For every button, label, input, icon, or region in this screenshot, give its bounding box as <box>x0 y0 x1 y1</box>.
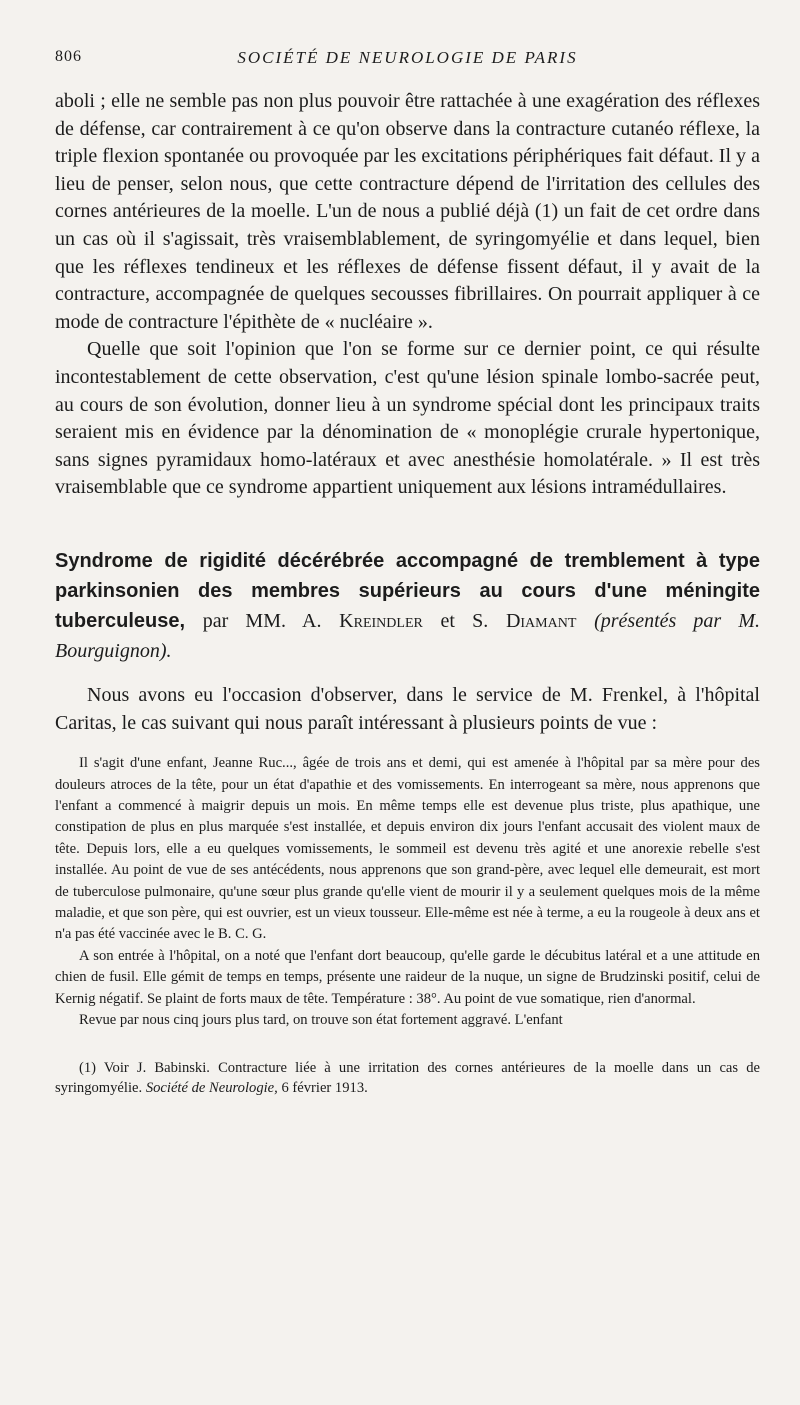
presented-by: (présentés par M. Bourguignon). <box>55 609 761 662</box>
article-title: Syndrome de rigidité décérébrée accompagné de tremblement à type parkinsonien des membres supérieurs au cours d'une méningite tuberculeuse, <box>55 549 760 632</box>
running-head <box>55 48 760 72</box>
case-admission: A son entrée à l'hôpital, on a noté que l'enfant dort beaucoup, qu'elle garde le décubitus latéral et a une attitude en chien de fusil. Elle gémit de temps en temps, présente une raideur de la nuque, un signe de Brudzinski positif, celui de Kernig négatif. Se plaint de forts maux de tête. Température : 38°. Au point de vue somatique, rien d'anormal. <box>55 947 760 1007</box>
footnote-date: 6 février 1913. <box>281 1079 368 1096</box>
author-diamant: Diamant <box>505 609 577 632</box>
journal-title: SOCIÉTÉ DE NEUROLOGIE DE PARIS <box>237 48 578 67</box>
footnote <box>55 1059 760 1098</box>
paragraph-continued: aboli ; elle ne semble pas non plus pouvoir être rattachée à une exagération des réflexes de défense, car contrairement à ce qu'on observe dans la contracture cutanéo réflexe, la triple flexion spontanée ou provoquée par les excitations périphériques fait défaut. Il y a lieu de penser, selon nous, que cette contracture dépend de l'irritation des cellules des cornes antérieures de la moelle. L'un de nous a publié déjà (1) un fait de cet ordre dans un cas où il s'agissait, très vraisemblablement, de syringomyélie et dans lequel, bien que les réflexes tendineux et les réflexes de défense fissent défaut, il y avait de la contracture, accompagnée de quelques secousses fibrillaires. On pourrait appliquer à ce mode de contracture l'épithète de « nucléaire ». <box>55 90 760 333</box>
case-followup: Revue par nous cinq jours plus tard, on trouve son état fortement aggravé. L'enfant <box>79 1011 563 1028</box>
paragraph-conclusion: Quelle que soit l'opinion que l'on se forme sur ce dernier point, ce qui résulte incontestablement de cette observation, c'est qu'une lésion spinale lombo-sacrée peut, au cours de son évolution, donner lieu à un syndrome spécial dont les principaux traits seraient mis en évidence par la dénomination de « monoplégie crurale hypertonique, sans signes pyramidaux homo-latéraux et avec anesthésie homolatérale. » Il est très vraisemblable que ce syndrome appartient uniquement aux lésions intramédullaires. <box>55 338 760 499</box>
article-intro: Nous avons eu l'occasion d'observer, dans le service de M. Frenkel, à l'hôpital Caritas, le cas suivant qui nous paraît intéressant à plusieurs points de vue : <box>55 683 760 734</box>
article-heading <box>55 546 760 666</box>
page-number: 806 <box>55 48 82 65</box>
page-body <box>55 88 760 1098</box>
authors-prefix: par MM. A. <box>202 609 322 632</box>
footnote-text: (1) Voir J. Babinski. Contracture liée à une irritation des cornes antérieures de la moelle dans un cas de syringomyélie. <box>55 1060 760 1096</box>
author-kreindler: Kreindler <box>339 609 423 632</box>
authors-join: et S. <box>440 609 489 632</box>
footnote-journal: Société de Neurologie, <box>145 1079 278 1096</box>
case-history: Il s'agit d'une enfant, Jeanne Ruc..., âgée de trois ans et demi, qui est amenée à l'hôpital par sa mère pour des douleurs atroces de la tête, pour un état d'apathie et des vomissements. En interrogeant sa mère, nous apprenons que l'enfant a commencé à maigrir depuis un mois. En même temps elle est devenue plus triste, plus apathique, une constipation de plus en plus marquée s'est installée, et depuis environ dix jours l'enfant accusait des violent maux de tête. Depuis lors, elle a eu quelques vomissements, le sommeil est devenu très agité et une anorexie rebelle s'est installée. Au point de vue de ses antécédents, nous apprenons que son grand-père, avec lequel elle demeurait, est mort de tuberculose pulmonaire, qu'une sœur plus grande qu'elle vient de mourir il y a seulement quelques mois de la même maladie, et que son père, qui est ouvrier, est un vieux tousseur. Elle-même est née à terme, a eu la rougeole à deux ans et n'a pas été vaccinée avec le B. C. G. <box>55 755 760 943</box>
